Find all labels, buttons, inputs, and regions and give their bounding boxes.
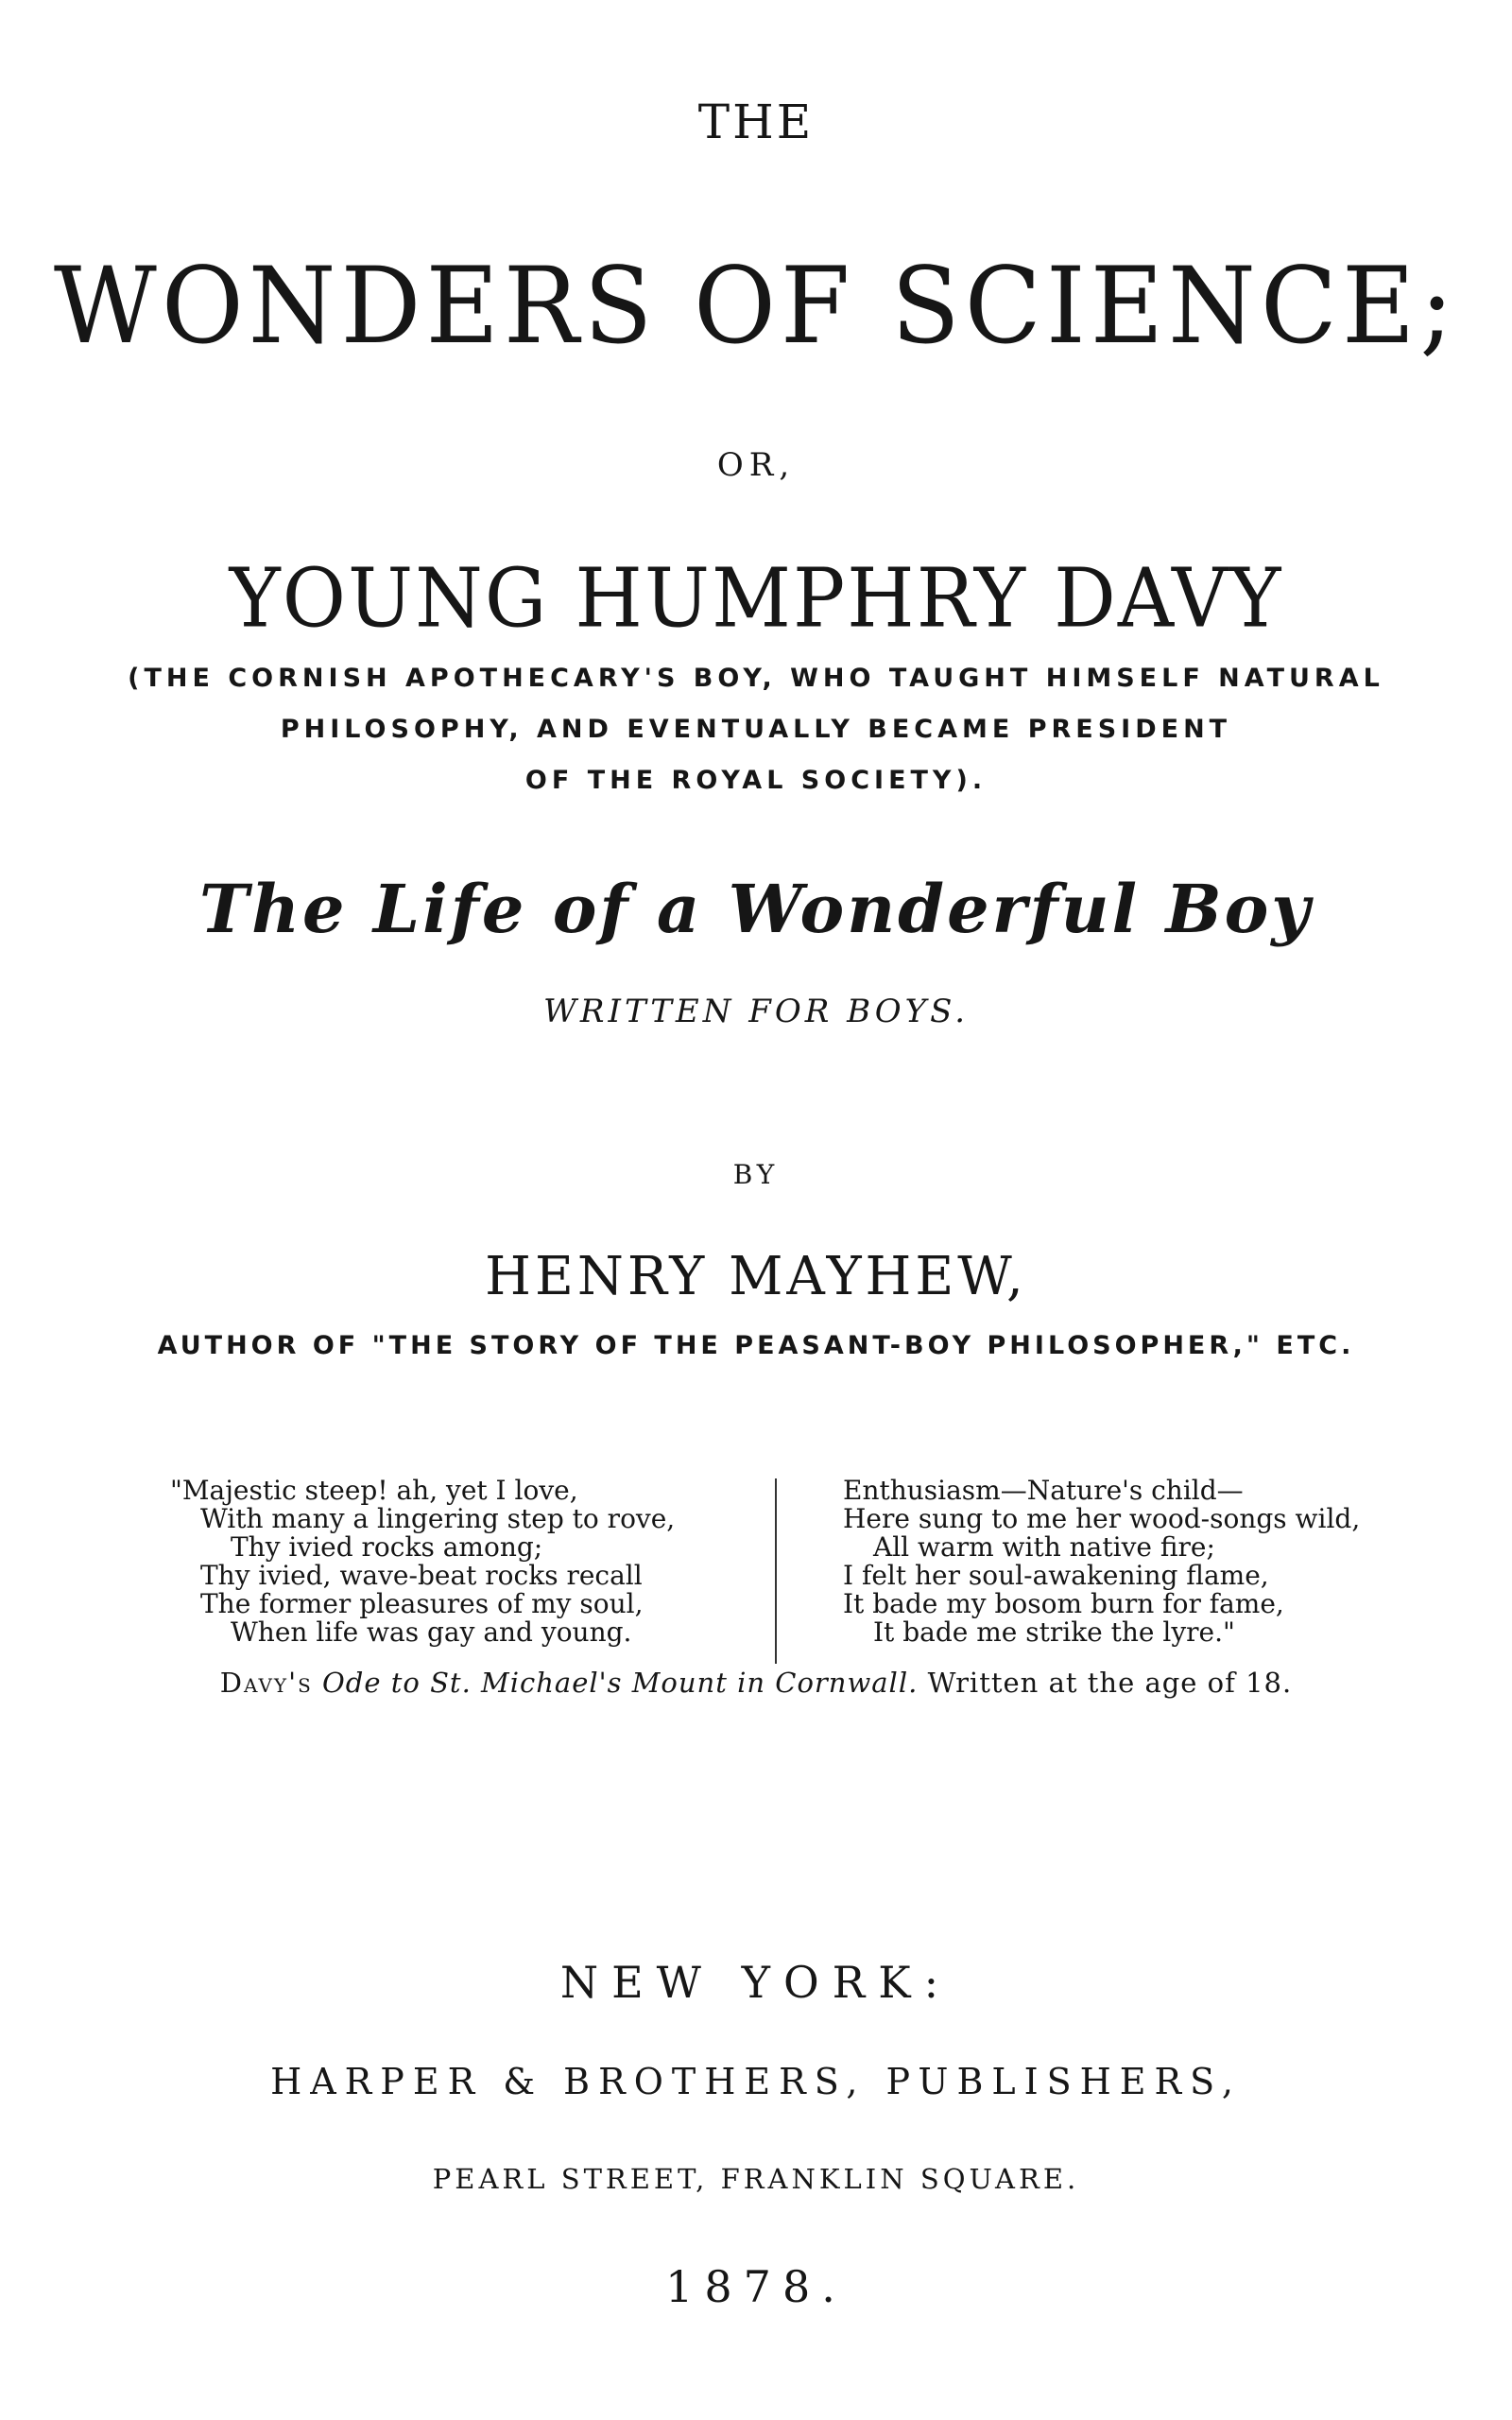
epigraph-right-column	[843, 1477, 1429, 1647]
attribution-work: Ode to St. Michael's Mount in Cornwall.	[322, 1667, 919, 1699]
epigraph-left-column	[170, 1477, 747, 1647]
epigraph-line: Thy ivied, wave-beat rocks recall	[200, 1560, 643, 1591]
attribution-note: Written at the age of 18.	[927, 1667, 1293, 1699]
imprint-publisher: HARPER & BROTHERS, PUBLISHERS,	[270, 2061, 1242, 2102]
title-article: THE	[697, 95, 815, 149]
epigraph-line: When life was gay and young.	[231, 1616, 632, 1648]
epigraph-line: All warm with native fire;	[873, 1531, 1215, 1563]
epigraph-line: Here sung to me her wood-songs wild,	[843, 1503, 1361, 1534]
description-line-3: OF THE ROYAL SOCIETY).	[524, 766, 988, 795]
author-credits: AUTHOR OF "THE STORY OF THE PEASANT-BOY PHILOSOPHER," ETC.	[157, 1331, 1355, 1360]
epigraph-line: Enthusiasm—Nature's child—	[843, 1475, 1244, 1506]
description-line-2: PHILOSOPHY, AND EVENTUALLY BECAME PRESIDENT	[280, 715, 1232, 744]
epigraph	[170, 1477, 1418, 1666]
title-conjunction: OR,	[716, 446, 796, 484]
by-line: BY	[732, 1159, 780, 1190]
author-name: HENRY MAYHEW,	[485, 1246, 1027, 1307]
epigraph-line: I felt her soul-awakening flame,	[843, 1560, 1269, 1591]
description-line-1: (THE CORNISH APOTHECARY'S BOY, WHO TAUGHT HIMSELF NATURAL	[128, 664, 1384, 693]
epigraph-line: "Majestic steep! ah, yet I love,	[170, 1475, 578, 1506]
epigraph-attribution	[0, 1667, 1512, 1699]
imprint-address: PEARL STREET, FRANKLIN SQUARE.	[432, 2163, 1080, 2195]
epigraph-line: It bade my bosom burn for fame,	[843, 1588, 1284, 1619]
imprint-year: 1878.	[665, 2261, 847, 2312]
attribution-name: Davy's	[219, 1667, 313, 1699]
epigraph-line: Thy ivied rocks among;	[231, 1531, 543, 1563]
imprint-city: NEW YORK:	[559, 1957, 953, 2008]
main-title: WONDERS OF SCIENCE;	[53, 244, 1459, 368]
epigraph-line: With many a lingering step to rove,	[200, 1503, 676, 1534]
blackletter-heading: The Life of a Wonderful Boy	[199, 870, 1313, 948]
epigraph-divider	[775, 1478, 777, 1664]
subtitle: YOUNG HUMPHRY DAVY	[229, 551, 1283, 647]
written-for-line: WRITTEN FOR BOYS.	[542, 993, 970, 1030]
epigraph-line: The former pleasures of my soul,	[200, 1588, 644, 1619]
epigraph-line: It bade me strike the lyre."	[873, 1616, 1235, 1648]
